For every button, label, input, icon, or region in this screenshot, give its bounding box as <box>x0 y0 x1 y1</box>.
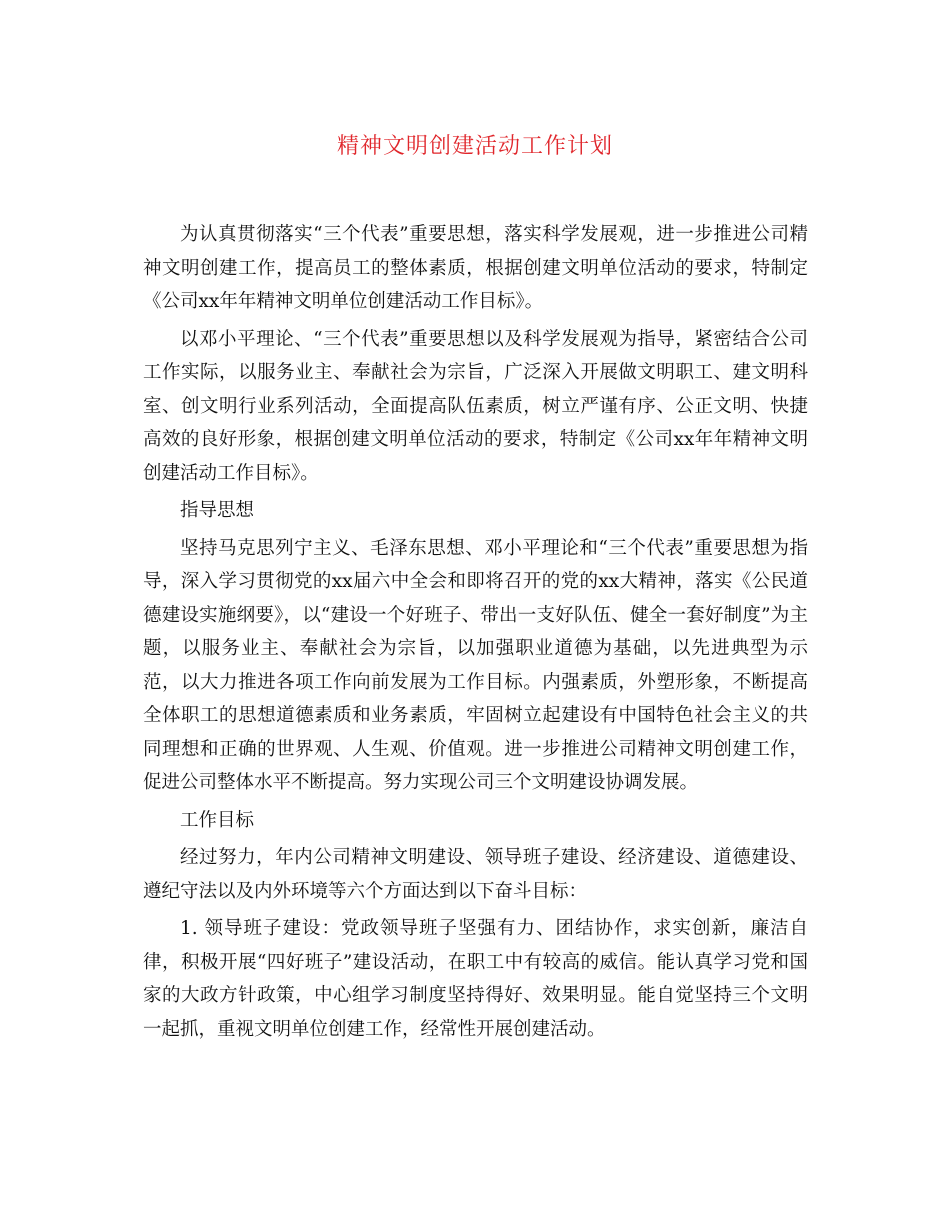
section-heading-work-goals: 工作目标 <box>180 809 255 831</box>
section-heading-guiding-ideology: 指导思想 <box>180 500 255 521</box>
document-body <box>143 218 808 1050</box>
paragraph-guiding-ideology: 坚持马克思列宁主义、毛泽东思想、邓小平理论和“三个代表”重要思想为指导，深入学习贯彻党的xx届六中全会和即将召开的党的xx大精神，落实《公民道德建设实施纲要》，以“建设一个好班子、带出一支好队伍、健全一套好制度”为主题，以服务业主、奉献社会为宗旨，以加强职业道德为基础，以先进典型为示范，以大力推进各项工作向前发展为工作目标。内强素质，外塑形象，不断提高全体职工的思想道德素质和业务素质，牢固树立起建设有中国特色社会主义的共同理想和正确的世界观、人生观、价值观。进一步推进公司精神文明创建工作，促进公司整体水平不断提高。努力实现公司三个文明建设协调发展。 <box>143 537 808 793</box>
paragraph-work-goals: 经过努力，年内公司精神文明建设、领导班子建设、经济建设、道德建设、遵纪守法以及内外环境等六个方面达到以下奋斗目标： <box>143 847 808 902</box>
document-title: 精神文明创建活动工作计划 <box>336 134 613 159</box>
paragraph-intro: 为认真贯彻落实“三个代表”重要思想，落实科学发展观，进一步推进公司精神文明创建工作，提高员工的整体素质，根据创建文明单位活动的要求，特制定《公司xx年年精神文明单位创建活动工作目标》。 <box>143 224 808 312</box>
paragraph-guideline: 以邓小平理论、“三个代表”重要思想以及科学发展观为指导，紧密结合公司工作实际，以服务业主、奉献社会为宗旨，广泛深入开展做文明职工、建文明科室、创文明行业系列活动，全面提高队伍素质，树立严谨有序、公正文明、快捷高效的良好形象，根据创建文明单位活动的要求，特制定《公司xx年年精神文明创建活动工作目标》。 <box>143 328 808 484</box>
list-item-leadership: 1. 领导班子建设：党政领导班子坚强有力、团结协作，求实创新，廉洁自律，积极开展“四好班子”建设活动，在职工中有较高的威信。能认真学习党和国家的大政方针政策，中心组学习制度坚持得好、效果明显。能自觉坚持三个文明一起抓，重视文明单位创建工作，经常性开展创建活动。 <box>143 918 808 1040</box>
